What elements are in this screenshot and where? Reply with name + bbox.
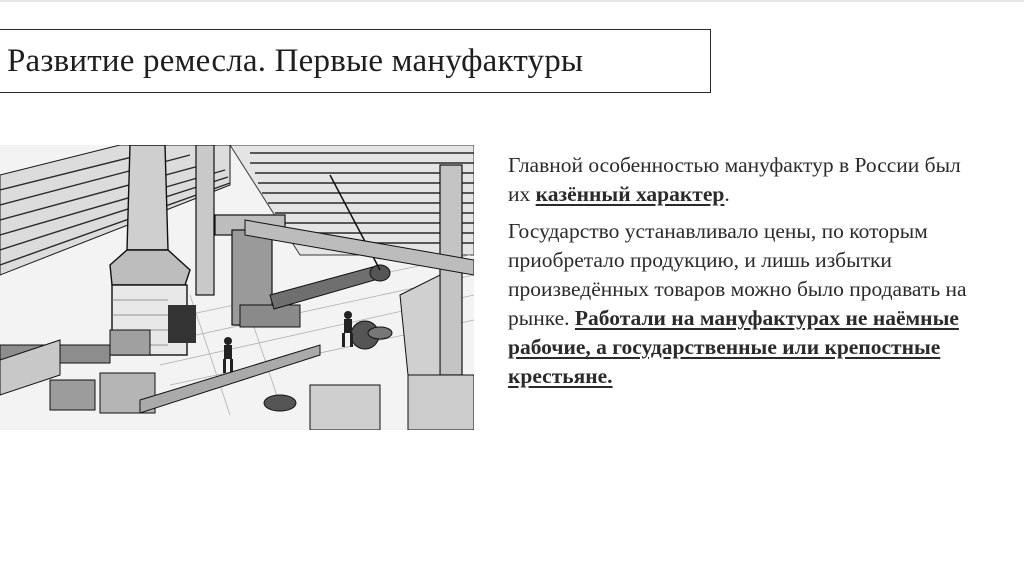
- paragraph-2-text: Государство устанавливало цены, по которым приобретало продукцию, и лишь избытки произведённых товаров можно было продавать на рынке.: [508, 219, 967, 330]
- paragraph-1-text: Главной особенностью мануфактур в России был их: [508, 153, 961, 206]
- paragraph-1-emphasis: казённый характер: [535, 182, 725, 206]
- manufactory-engraving-image: [0, 145, 474, 430]
- paragraph-2-emphasis: Работали на мануфактурах не наёмные рабочие, а государственные или крепостные крестьяне.: [508, 306, 959, 388]
- manufactory-drawing: [0, 145, 474, 430]
- body-text: [508, 151, 978, 399]
- title-box: [0, 29, 711, 93]
- paragraph-1: [508, 151, 978, 209]
- top-divider: [0, 0, 1024, 2]
- paragraph-2: [508, 217, 978, 391]
- paragraph-1-end: .: [724, 182, 730, 206]
- slide-title: Развитие ремесла. Первые мануфактуры: [7, 42, 584, 79]
